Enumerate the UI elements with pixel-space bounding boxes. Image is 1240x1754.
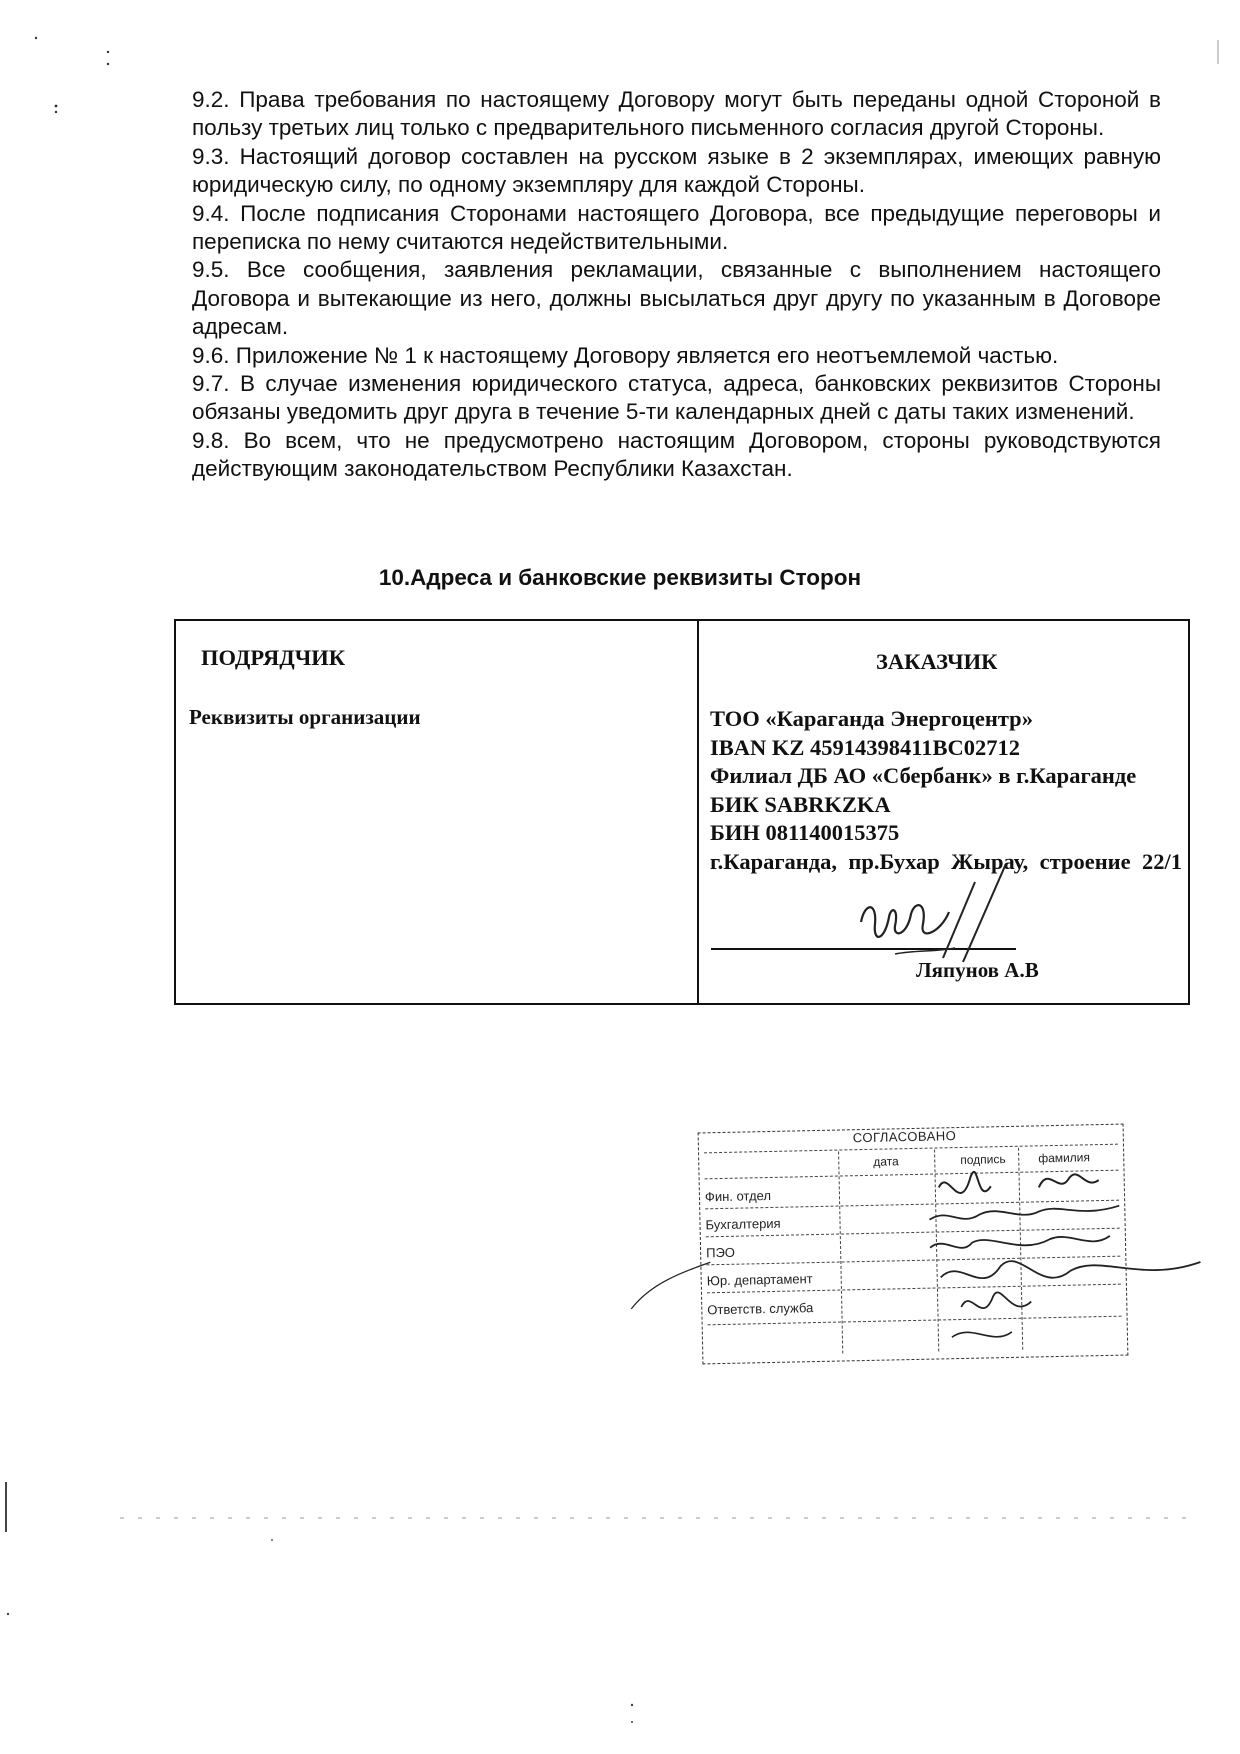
clause-9-8: 9.8. Во всем, что не предусмотрено настоящим Договором, стороны руководствуются действующим законодательством Республики Казахстан. — [192, 427, 1161, 482]
stamp-col-surname: фамилия — [1038, 1150, 1091, 1166]
stamp-col-date: дата — [873, 1154, 899, 1169]
customer-address: г.Караганда, пр.Бухар Жырау, строение 22/1 — [710, 848, 1182, 874]
clause-9-5: 9.5. Все сообщения, заявления рекламации, связанные с выполнением настоящего Договора и вытекающие из него, должны высылаться друг другу по указанным в Договоре адресам. — [192, 257, 1161, 340]
table-divider — [697, 621, 699, 1003]
clause-9-4: 9.4. После подписания Сторонами настоящего Договора, все предыдущие переговоры и переписка по нему считаются недействительными. — [192, 200, 1161, 255]
stamp-title: СОГЛАСОВАНО — [852, 1128, 957, 1146]
approval-stamp — [698, 1124, 1129, 1365]
customer-signature — [855, 862, 1015, 972]
stamp-row-accounting: Бухгалтерия — [705, 1215, 781, 1233]
stamp-row-legal: Юр. департамент — [706, 1271, 813, 1289]
stamp-row-finance: Фин. отдел — [704, 1187, 772, 1205]
contract-clauses — [192, 86, 1161, 484]
section-title: 10.Адреса и банковские реквизиты Сторон — [378, 565, 862, 590]
customer-bik: БИК SABRKZKA — [710, 791, 891, 817]
signer-name: Ляпунов А.В — [916, 958, 1039, 982]
clause-9-7: 9.7. В случае изменения юридического статуса, адреса, банковских реквизитов Стороны обязаны уведомить друг друга в течение 5-ти календарных дней с даты таких изменений. — [192, 371, 1161, 425]
clause-9-3: 9.3. Настоящий договор составлен на русском языке в 2 экземплярах, имеющих равную юридическую силу, по одному экземпляру для каждой Стороны. — [192, 143, 1161, 198]
stamp-col-signature: подпись — [960, 1152, 1006, 1167]
contractor-requisites-label: Реквизиты организации — [189, 705, 421, 729]
customer-requisites — [710, 705, 1182, 877]
customer-org: ТОО «Караганда Энергоцентр» — [710, 706, 1033, 731]
clause-9-2: 9.2. Права требования по настоящему Договору могут быть переданы одной Стороной в пользу третьих лиц только с предварительного письменного согласия другой Стороны. — [192, 87, 1161, 141]
customer-title: ЗАКАЗЧИК — [876, 649, 998, 674]
contractor-title: ПОДРЯДЧИК — [201, 645, 346, 670]
stamp-row-peo: ПЭО — [705, 1244, 736, 1261]
customer-bank: Филиал ДБ АО «Сбербанк» в г.Караганде — [710, 763, 1137, 789]
customer-bin: БИН 081140015375 — [710, 820, 900, 846]
customer-iban: IBAN KZ 45914398411BC02712 — [710, 734, 1021, 760]
stamp-row-responsible: Ответств. служба — [707, 1300, 814, 1318]
stamp-signatures — [597, 1091, 1240, 1404]
clause-9-6: 9.6. Приложение № 1 к настоящему Договору является его неотъемлемой частью. — [192, 342, 1059, 368]
requisites-table — [174, 619, 1190, 1005]
